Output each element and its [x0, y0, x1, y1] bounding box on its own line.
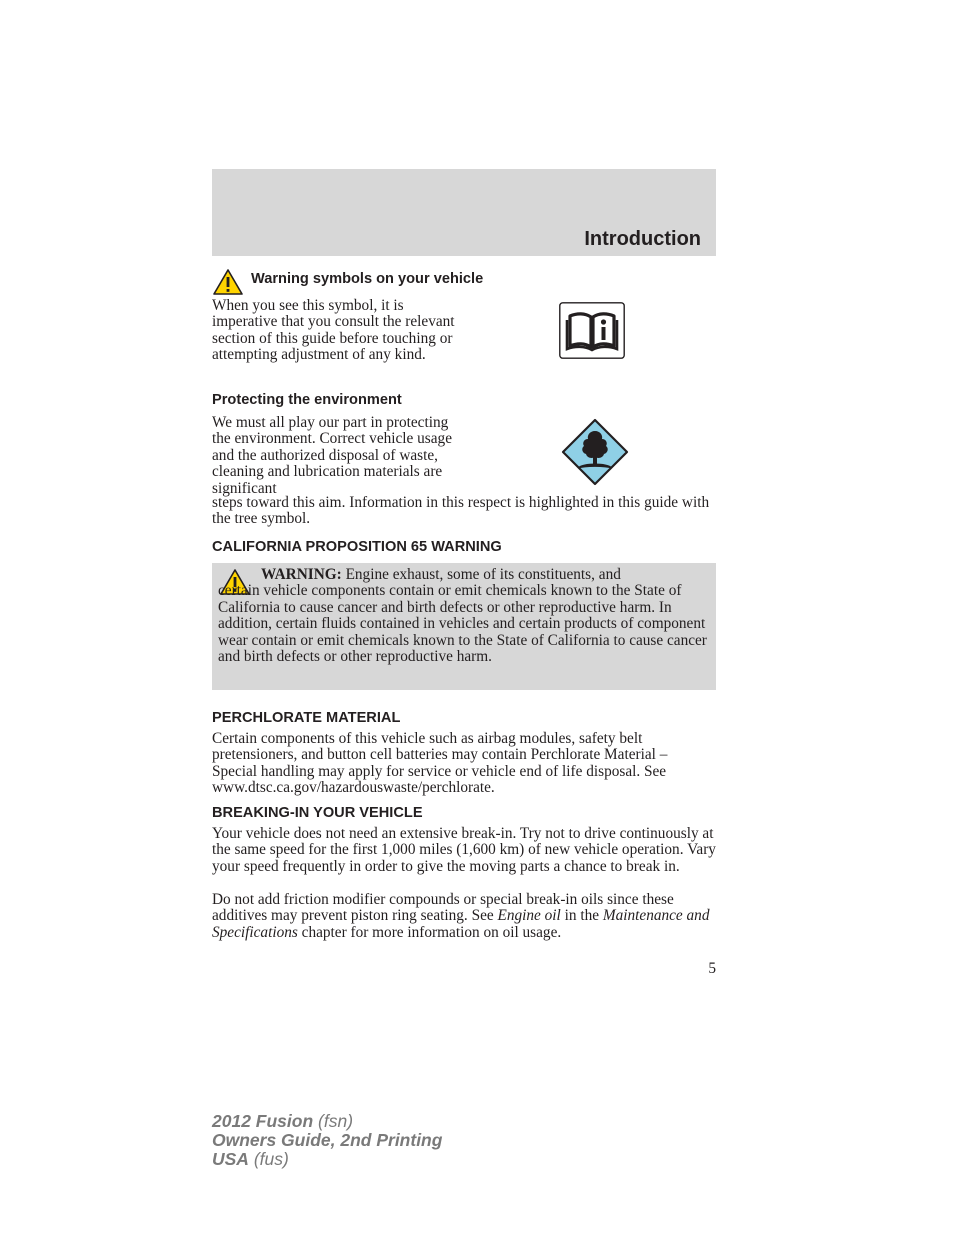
section-heading-prop65: CALIFORNIA PROPOSITION 65 WARNING [212, 539, 502, 555]
prop65-warning-text [218, 567, 710, 665]
maintenance-chapter-reference: Maintenance and Specifications [212, 907, 710, 941]
footer-market: USA [212, 1149, 249, 1169]
environment-text-continued: steps toward this aim. Information in this respect is highlighted in this guide with the tree symbol. [212, 494, 710, 528]
perchlorate-text: Certain components of this vehicle such as airbag modules, safety belt pretensioners, and button cell batteries may contain Perchlorate Material – Special handling may apply for service or vehicle end of life disposal. See www.dtsc.ca.gov/hazardouswaste/perchlorate. [212, 730, 668, 797]
warning-text-rest: certain vehicle components contain or emit chemicals known to the State of California to cause cancer and birth defects or other reproductive harm. In addition, certain fluids contained in vehicles and certain products of component wear contain or emit chemicals known to the State of California to cause cancer and birth defects or other reproductive harm. [218, 582, 707, 666]
chapter-header-band [212, 169, 716, 256]
environment-text-wrapped: We must all play our part in protecting the environment. Correct vehicle usage and the authorized disposal of waste, cleaning and lubrication materials are significant [212, 414, 452, 497]
section-heading-breakin: BREAKING-IN YOUR VEHICLE [212, 805, 423, 821]
prop65-warning-box [212, 563, 716, 690]
footer-model-code: (fsn) [313, 1111, 354, 1131]
warning-symbols-text: When you see this symbol, it is imperative that you consult the relevant section of this guide before touching or attempting adjustment of any kind. [212, 297, 455, 364]
footer-guide: Owners Guide, 2nd Printing [212, 1130, 443, 1150]
breakin-p2-part-c: chapter for more information on oil usage. [297, 923, 562, 941]
page-number: 5 [708, 960, 716, 977]
warning-label: WARNING: [261, 566, 342, 583]
footer-model: 2012 Fusion [212, 1111, 314, 1131]
document-footer [212, 1112, 442, 1169]
section-heading-warning-symbols: Warning symbols on your vehicle [251, 271, 484, 287]
breakin-p2-part-b: in the [560, 907, 603, 925]
environment-tree-icon [561, 418, 629, 486]
breakin-p2-part-a: Do not add friction modifier compounds or special break-in oils since these additives may prevent piston ring seating. See [212, 891, 674, 925]
warning-triangle-icon [212, 268, 244, 296]
breakin-paragraph-2 [212, 892, 716, 941]
breakin-paragraph-1: Your vehicle does not need an extensive break-in. Try not to drive continuously at the same speed for the first 1,000 miles (1,600 km) of new vehicle operation. Vary your speed frequently in order to give the moving parts a chance to break in. [212, 825, 716, 875]
chapter-title: Introduction [584, 228, 701, 250]
engine-oil-reference: Engine oil [497, 907, 561, 925]
warning-text-first: Engine exhaust, some of its constituents, and [345, 566, 621, 583]
section-heading-environment: Protecting the environment [212, 392, 402, 408]
section-heading-perchlorate: PERCHLORATE MATERIAL [212, 710, 401, 726]
footer-market-code: (fus) [248, 1149, 289, 1169]
owners-manual-book-icon [559, 302, 625, 359]
